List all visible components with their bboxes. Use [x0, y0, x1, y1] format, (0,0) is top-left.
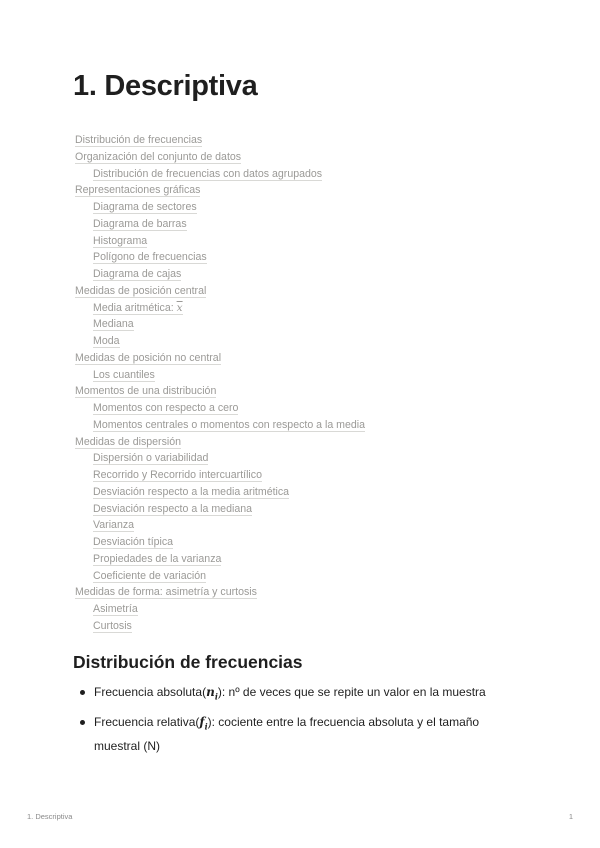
toc-link[interactable]: Diagrama de barras [93, 217, 187, 230]
toc-item[interactable] [75, 601, 535, 618]
toc-item[interactable] [75, 584, 535, 601]
toc-item[interactable] [75, 501, 535, 518]
toc-item[interactable] [75, 400, 535, 417]
toc-link[interactable]: Representaciones gráficas [75, 184, 201, 197]
toc-item[interactable] [75, 517, 535, 534]
math-symbol: x [176, 301, 183, 314]
toc-link[interactable]: Desviación respecto a la media aritmética [93, 485, 290, 498]
toc-link[interactable]: Dispersión o variabilidad [93, 452, 209, 465]
toc-link[interactable]: Los cuantiles [93, 368, 155, 381]
toc-item[interactable] [75, 383, 535, 400]
math-symbol [206, 685, 218, 702]
bullet-dot-icon [80, 690, 85, 695]
bullet-dot-icon [80, 720, 85, 725]
toc-item[interactable] [75, 199, 535, 216]
toc-item[interactable] [75, 450, 535, 467]
toc-item[interactable] [75, 300, 535, 317]
math-subscript: i [214, 691, 218, 702]
toc-link[interactable]: Media aritmética: [93, 301, 177, 314]
paren-close: ) [217, 685, 222, 699]
toc-link[interactable]: Varianza [93, 519, 135, 532]
paren-open: ( [195, 715, 200, 730]
toc-link[interactable]: Momentos de una distribución [75, 385, 217, 398]
toc-link[interactable]: Propiedades de la varianza [93, 552, 222, 565]
toc-link[interactable]: Medidas de dispersión [75, 435, 181, 448]
toc-item[interactable] [75, 350, 535, 367]
toc-link[interactable]: Histograma [93, 234, 148, 247]
toc-item[interactable] [75, 216, 535, 233]
toc-link[interactable]: Recorrido y Recorrido intercuartílico [93, 469, 262, 481]
table-of-contents [75, 132, 535, 635]
toc-item[interactable] [75, 149, 535, 166]
toc-item[interactable] [75, 367, 535, 384]
toc-link[interactable]: Desviación respecto a la mediana [93, 502, 252, 515]
toc-item[interactable] [75, 534, 535, 551]
toc-link[interactable]: Momentos con respecto a cero [93, 402, 239, 414]
toc-link[interactable]: Medidas de posición central [75, 284, 207, 297]
toc-link[interactable]: Medidas de posición no central [75, 351, 222, 364]
toc-link[interactable]: Coeficiente de variación [93, 569, 207, 582]
toc-item[interactable] [75, 132, 535, 149]
toc-link[interactable]: Diagrama de cajas [93, 268, 182, 280]
toc-link[interactable]: Diagrama de sectores [93, 201, 197, 213]
paren-open: ( [202, 685, 207, 699]
toc-link[interactable]: Organización del conjunto de datos [75, 150, 242, 163]
toc-link[interactable]: Asimetría [93, 603, 138, 615]
math-symbol [199, 715, 208, 732]
toc-item[interactable] [75, 568, 535, 585]
toc-link[interactable]: Distribución de frecuencias con datos agrupados [93, 167, 323, 180]
math-symbol-letter: n [206, 685, 215, 699]
toc-link[interactable]: Moda [93, 335, 120, 347]
bullet-list [78, 683, 528, 763]
toc-item[interactable] [75, 333, 535, 350]
toc-link[interactable]: Medidas de forma: asimetría y curtosis [75, 586, 257, 599]
toc-item[interactable] [75, 618, 535, 635]
toc-item[interactable] [75, 417, 535, 434]
toc-item[interactable] [75, 551, 535, 568]
paren-close: ) [207, 715, 212, 730]
bullet-text: : cociente entre la frecuencia absoluta y el tamaño muestral (N) [94, 715, 480, 753]
section-heading: Distribución de frecuencias [73, 652, 303, 672]
toc-item[interactable] [75, 182, 535, 199]
toc-item[interactable] [75, 434, 535, 451]
toc-link[interactable]: Momentos centrales o momentos con respecto a la media [93, 418, 366, 431]
toc-link[interactable]: Mediana [93, 318, 134, 331]
toc-link[interactable]: Curtosis [93, 619, 132, 632]
footer-page-number: 1 [568, 812, 573, 821]
toc-item[interactable] [75, 233, 535, 250]
toc-item[interactable] [75, 283, 535, 300]
bullet-term: Frecuencia relativa [94, 715, 196, 730]
toc-item[interactable] [75, 166, 535, 183]
toc-item[interactable] [75, 249, 535, 266]
math-subscript: i [204, 721, 208, 732]
page-title: 1. Descriptiva [73, 70, 258, 102]
math-symbol-letter: f [199, 715, 205, 730]
bullet-text: : nº de veces que se repite un valor en la muestra [221, 685, 486, 699]
toc-item[interactable] [75, 484, 535, 501]
bullet-term: Frecuencia absoluta [94, 685, 203, 699]
toc-link[interactable]: Distribución de frecuencias [75, 134, 203, 146]
toc-item[interactable] [75, 266, 535, 283]
list-item [78, 713, 528, 755]
toc-item[interactable] [75, 467, 535, 484]
toc-link[interactable]: Polígono de frecuencias [93, 251, 207, 264]
toc-link[interactable]: Desviación típica [93, 536, 174, 548]
toc-item[interactable] [75, 316, 535, 333]
list-item [78, 683, 528, 706]
footer-label: 1. Descriptiva [27, 812, 73, 821]
